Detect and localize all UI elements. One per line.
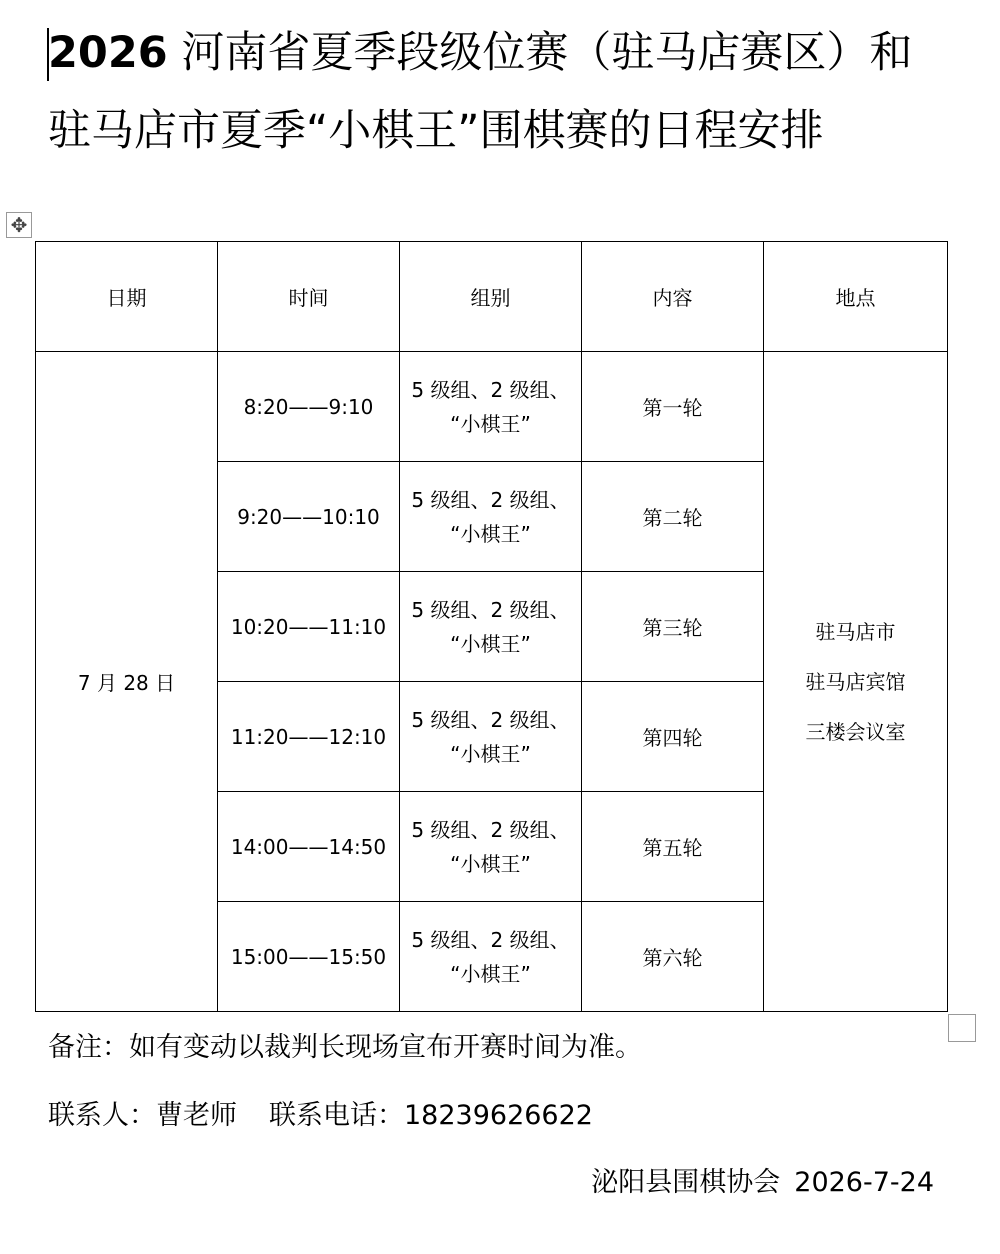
group-cell (400, 462, 582, 572)
content-cell: 第五轮 (582, 792, 764, 902)
group-line-2: “小棋王” (450, 411, 531, 436)
content-cell: 第一轮 (582, 352, 764, 462)
group-line-1: 5 级组、2 级组、 (411, 927, 570, 952)
group-cell (400, 902, 582, 1012)
group-cell (400, 682, 582, 792)
time-cell: 9:20——10:10 (218, 462, 400, 572)
title-line-1 (48, 26, 912, 81)
group-line-1: 5 级组、2 级组、 (411, 377, 570, 402)
contact-person: 联系人：曹老师 (48, 1100, 237, 1131)
table-header-row (36, 242, 948, 352)
signature-org: 泌阳县围棋协会 (591, 1167, 781, 1198)
signature-line (591, 1160, 934, 1199)
title-line-1-text: 河南省夏季段级位赛（驻马店赛区）和 (167, 28, 913, 78)
header-content: 内容 (582, 242, 764, 352)
header-location: 地点 (764, 242, 948, 352)
time-cell: 8:20——9:10 (218, 352, 400, 462)
header-time: 时间 (218, 242, 400, 352)
group-cell (400, 792, 582, 902)
header-group: 组别 (400, 242, 582, 352)
location-cell (764, 352, 948, 1012)
signature-date: 2026-7-24 (794, 1167, 934, 1198)
group-line-2: “小棋王” (450, 521, 531, 546)
group-line-2: “小棋王” (450, 961, 531, 986)
schedule-table (35, 241, 948, 1012)
content-cell: 第六轮 (582, 902, 764, 1012)
time-cell: 14:00——14:50 (218, 792, 400, 902)
table-row (36, 352, 948, 462)
group-cell (400, 572, 582, 682)
group-line-1: 5 级组、2 级组、 (411, 707, 570, 732)
content-cell: 第三轮 (582, 572, 764, 682)
location-line-2: 驻马店宾馆 (805, 669, 906, 694)
group-line-1: 5 级组、2 级组、 (411, 817, 570, 842)
group-cell (400, 352, 582, 462)
location-line-1: 驻马店市 (815, 619, 896, 644)
title-line-2: 驻马店市夏季“小棋王”围棋赛的日程安排 (48, 106, 824, 156)
time-cell: 15:00——15:50 (218, 902, 400, 1012)
group-line-2: “小棋王” (450, 741, 531, 766)
group-line-1: 5 级组、2 级组、 (411, 487, 570, 512)
group-line-1: 5 级组、2 级组、 (411, 597, 570, 622)
location-line-3: 三楼会议室 (805, 719, 906, 744)
content-cell: 第四轮 (582, 682, 764, 792)
date-cell: 7 月 28 日 (36, 352, 218, 1012)
table-resize-icon[interactable] (948, 1014, 976, 1042)
contact-phone: 18239626622 (404, 1100, 593, 1131)
contact-line (48, 1093, 593, 1132)
header-date: 日期 (36, 242, 218, 352)
table-move-icon[interactable]: ✥ (6, 212, 32, 238)
title-year: 2026 (48, 28, 168, 78)
contact-phone-label: 联系电话： (269, 1100, 404, 1131)
note-text: 备注：如有变动以裁判长现场宣布开赛时间为准。 (48, 1032, 642, 1063)
content-cell: 第二轮 (582, 462, 764, 572)
group-line-2: “小棋王” (450, 631, 531, 656)
time-cell: 11:20——12:10 (218, 682, 400, 792)
group-line-2: “小棋王” (450, 851, 531, 876)
time-cell: 10:20——11:10 (218, 572, 400, 682)
